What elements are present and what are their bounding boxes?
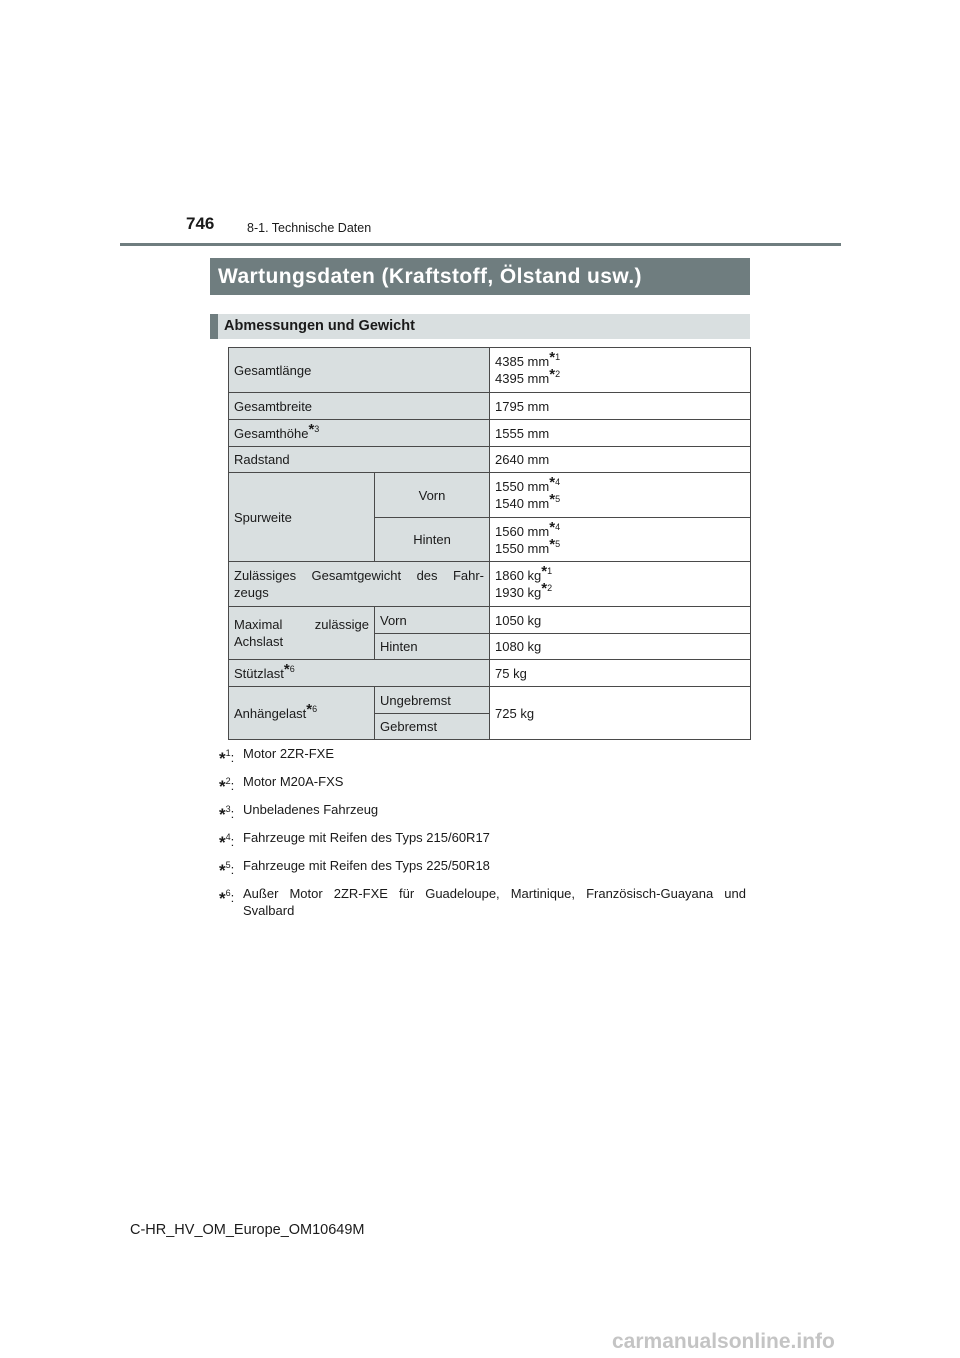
table-row xyxy=(229,473,751,518)
row-label: Radstand xyxy=(229,447,490,473)
value-line: 4395 mm xyxy=(495,371,550,386)
value-line: 4385 mm xyxy=(495,354,550,369)
value-line: 1860 kg xyxy=(495,568,542,583)
row-value: 725 kg xyxy=(490,687,751,740)
footnote-ref: *1 xyxy=(541,563,553,580)
row-sublabel: Hinten xyxy=(375,634,490,660)
table-row xyxy=(229,420,751,447)
row-label xyxy=(229,607,375,660)
footnote-text: Fahrzeuge mit Reifen des Typs 215/60R17 xyxy=(243,830,490,845)
footnote-ref: *6 xyxy=(283,660,295,678)
row-sublabel: Gebremst xyxy=(375,714,490,740)
table-row xyxy=(229,393,751,420)
footnote-text: Motor 2ZR-FXE xyxy=(243,746,335,761)
footnote-text: Motor M20A-FXS xyxy=(243,774,344,789)
row-value: 1050 kg xyxy=(490,607,751,634)
table-row xyxy=(229,348,751,393)
row-value xyxy=(490,518,751,562)
table-row xyxy=(229,607,751,634)
document-id: C-HR_HV_OM_Europe_OM10649M xyxy=(130,1222,365,1238)
page-title: Wartungsdaten (Kraftstoff, Ölstand usw.) xyxy=(210,258,750,295)
table-row xyxy=(229,660,751,687)
row-sublabel: Hinten xyxy=(375,518,490,562)
footnote-item xyxy=(219,801,746,823)
watermark: carmanualsonline.info xyxy=(612,1330,835,1353)
row-sublabel: Vorn xyxy=(375,473,490,518)
header-rule xyxy=(120,243,841,246)
row-value xyxy=(490,562,751,607)
spec-table xyxy=(228,347,751,740)
footnote-ref: *5 xyxy=(549,491,561,508)
footnote-ref: *4 xyxy=(549,518,561,536)
row-value xyxy=(490,473,751,518)
footnote-mark: *$^4$: xyxy=(219,832,235,852)
row-sublabel: Vorn xyxy=(375,607,490,634)
footnote-text: Fahrzeuge mit Reifen des Typs 225/50R18 xyxy=(243,858,490,873)
label-line: Achslast xyxy=(234,634,284,649)
row-value: 1080 kg xyxy=(490,634,751,660)
row-sublabel: Ungebremst xyxy=(375,687,490,714)
footnote-mark: *$^6$: xyxy=(219,888,235,908)
row-value: 1555 mm xyxy=(490,420,751,447)
label-line: Maximal zulässige xyxy=(234,617,369,632)
row-value: 1795 mm xyxy=(490,393,751,420)
row-label: Gesamtlänge xyxy=(229,348,490,393)
value-line: 1550 mm xyxy=(495,479,550,494)
subheading: Abmessungen und Gewicht xyxy=(210,314,750,339)
label-line: Zulässiges Gesamtgewicht des Fahr- xyxy=(234,568,485,583)
value-line: 1550 mm xyxy=(495,540,550,556)
row-label: Spurweite xyxy=(229,473,375,562)
footnote-ref: *2 xyxy=(549,366,561,383)
footnote-item xyxy=(219,773,746,795)
footnote-ref: *1 xyxy=(549,349,561,366)
table-row xyxy=(229,687,751,714)
row-value: 75 kg xyxy=(490,660,751,687)
footnote-text: Unbeladenes Fahrzeug xyxy=(243,802,379,817)
footnotes xyxy=(219,745,746,925)
row-value: 2640 mm xyxy=(490,447,751,473)
footnote-mark: *$^5$: xyxy=(219,860,235,880)
table-row xyxy=(229,562,751,607)
footnote-item xyxy=(219,745,746,767)
section-label: 8-1. Technische Daten xyxy=(247,221,372,235)
footnote-ref: *6 xyxy=(306,700,318,718)
row-label: Anhängelast$^{*6}$ xyxy=(229,687,375,740)
footnote-item xyxy=(219,829,746,851)
value-line: 1560 mm xyxy=(495,523,550,539)
row-label: Gesamtbreite xyxy=(229,393,490,420)
footnote-item xyxy=(219,857,746,879)
value-line: 1930 kg xyxy=(495,585,542,600)
page-number: 746 xyxy=(186,214,215,233)
footnote-ref: *5 xyxy=(549,535,561,553)
footnote-ref: *3 xyxy=(308,420,320,438)
footnote-ref: *2 xyxy=(541,580,553,597)
value-line: 1540 mm xyxy=(495,496,550,511)
footnote-mark: *$^3$: xyxy=(219,804,235,824)
footnote-ref: *4 xyxy=(549,474,561,491)
row-label: Stützlast$^{*6}$ xyxy=(229,660,490,687)
label-line: zeugs xyxy=(234,585,269,600)
footnote-text: Außer Motor 2ZR-FXE für Guadeloupe, Martinique, Französisch-Guayana und Svalbard xyxy=(243,886,746,918)
row-label: Gesamthöhe$^{*3}$ xyxy=(229,420,490,447)
table-row xyxy=(229,447,751,473)
footnote-item xyxy=(219,885,746,919)
row-value xyxy=(490,348,751,393)
footnote-mark: *$^2$: xyxy=(219,776,235,796)
row-label xyxy=(229,562,490,607)
footnote-mark: *$^1$: xyxy=(219,748,235,768)
